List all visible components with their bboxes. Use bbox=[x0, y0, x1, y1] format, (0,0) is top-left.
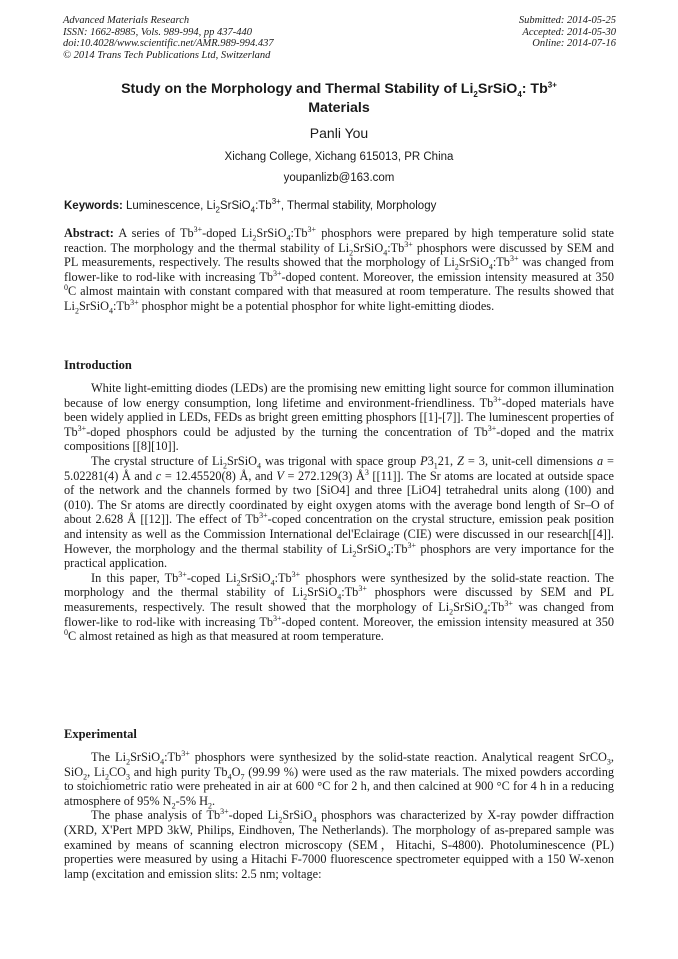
abstract-text: A series of $Tb^{3+}$-doped $Li_2SrSiO_4:Tb^{3+}$ phosphors were prepared by high temperature solid state reaction. The morphology and the thermal stability of $Li_2SrSiO_4:Tb^{3+}$ phosphors were discussed by SEM and PL measurements, respectively. The results showed that the morphology of $Li_2SrSiO_4:Tb^{3+}$ was changed from flower-like to rod-like with increasing $Tb^{3+}$-doped content. Moreover, the emission intensity measured at 350 $^0$C almost maintain with constant compared with that measured at room temperature. The results showed that $Li_2SrSiO_4:Tb^{3+}$ phosphor might be a potential phosphor for white light-emitting diodes. bbox=[64, 224, 614, 316]
journal-header-left bbox=[63, 15, 274, 61]
paragraph: In this paper, $Tb^{3+}$-coped $Li_2SrSiO_4:Tb^{3+}$ phosphors were synthesized by the solid-state reaction. The morphology and the thermal stability of $Li_2SrSiO_4:Tb^{3+}$ phosphors were discussed by SEM and PL measurements, respectively. The result showed that the morphology of $Li_2SrSiO_4:Tb^{3+}$ was changed from flower-like to rod-like with increasing $Tb^{3+}$-doped content. Moreover, the emission intensity measured at 350 $^0$C almost retained as high as that measured at room temperature. bbox=[64, 569, 614, 644]
journal-name: Advanced Materials Research bbox=[63, 15, 190, 26]
affiliation: Xichang College, Xichang 615013, PR China bbox=[224, 151, 454, 163]
keywords-text: Luminescence, $Li_2SrSiO_4:Tb^{3+}$, Thermal stability, Morphology bbox=[126, 197, 437, 215]
paragraph: The $Li_2SrSiO_4:Tb^{3+}$ phosphors were synthesized by the solid-state reaction. Analytical reagent SrCO$_3$, SiO$_2$, $Li_2CO_3$ and high purity $Tb_4O_7$ (99.99 %) were used as the raw materials. The mixed powders according to stoichiometric ratio were preheated in air at 600 °C for 2 h, and then calcined at 900 °C for 4 h in a reducing atmosphere of 95% $N_2-5\%$ $H_2$. bbox=[64, 748, 615, 811]
abstract bbox=[64, 226, 614, 314]
author-name: Panli You bbox=[309, 125, 369, 141]
paragraph: The phase analysis of $Tb^{3+}$-doped $Li_2SrSiO_4$ phosphors was characterized by X-ray powder diffraction (XRD, X'Pert MPD 3kW, Philips, Eindhoven, The Netherlands). The morphology of as-prepared sample was examined by means of scanning electron microscopy (SEM，Hitachi, S-4800). Photoluminescence (PL) properties were measured by using a Hitachi F-7000 fluorescence spectrometer equipped with a 150 W-xenon lamp (excitation and emission slits: 2.5 nm; voltage: bbox=[64, 807, 614, 881]
paper-title: Study on the Morphology and Thermal Stability of $Li_2SrSiO_4$: $Tb^{3+}$ Materials bbox=[121, 80, 557, 116]
title-line-2: Materials bbox=[308, 100, 370, 116]
issn: ISSN: 1662-8985, Vols. 989-994, pp 437-440 bbox=[63, 26, 252, 38]
accepted-date: Accepted: 2014-05-30 bbox=[522, 26, 616, 38]
doi: doi:10.4028/www.scientific.net/AMR.989-994.437 bbox=[63, 38, 274, 50]
copyright: © 2014 Trans Tech Publications Ltd, Switzerland bbox=[63, 49, 271, 61]
paragraph: The crystal structure of $Li_2SrSiO_4$ was trigonal with space group $P3_121$, Z = 3, unit-cell dimensions a = 5.02281(4) Å and c = 12.45520(8) Å, and V = 272.129(3) $Å^3$ [[11]]. The Sr atoms are located at outside space of the network and the channels formed by two [SiO4] and three [LiO4] tetrahedral units along (100) and (010). The Sr atoms are directly coordinated by eight oxygen atoms with the average bond length of Sr–O of about 2.628 Å [[12]]. The effect of $Tb^{3+}$-coped concentration on the crystal structure, emission peak position and intensity as well as the Commission International del'Eclairage (CIE) were discussed in our research[[4]]. However, the morphology and the thermal stability of $Li_2SrSiO_4:Tb^{3+}$ phosphors are very importance for the practical application. bbox=[64, 453, 614, 571]
introduction-body bbox=[64, 381, 614, 644]
online-date: Online: 2014-07-16 bbox=[532, 38, 616, 50]
section-heading-introduction: Introduction bbox=[64, 358, 132, 372]
keywords bbox=[64, 197, 624, 215]
paragraph: White light-emitting diodes (LEDs) are the promising new emitting light source for common illumination because of low energy consumption, long lifetime and environment-friendliness. $Tb^{3+}$-doped materials have been widely applied in LEDs, FEDs as bright green emitting phosphors [[1]-[7]]. The luminescent properties of $Tb^{3+}$-doped phosphors could be adjusted by the turning the concentration of $Tb^{3+}$-doped and the matrix compositions [[8][10]]. bbox=[64, 381, 615, 454]
section-heading-experimental: Experimental bbox=[64, 727, 137, 741]
experimental-body bbox=[64, 750, 614, 881]
submitted-date: Submitted: 2014-05-25 bbox=[518, 15, 616, 26]
journal-header-right bbox=[519, 15, 616, 50]
keywords-label: Keywords: bbox=[64, 200, 123, 212]
abstract-label: Abstract: bbox=[64, 226, 114, 240]
author-email: youpanlizb@163.com bbox=[283, 172, 395, 184]
